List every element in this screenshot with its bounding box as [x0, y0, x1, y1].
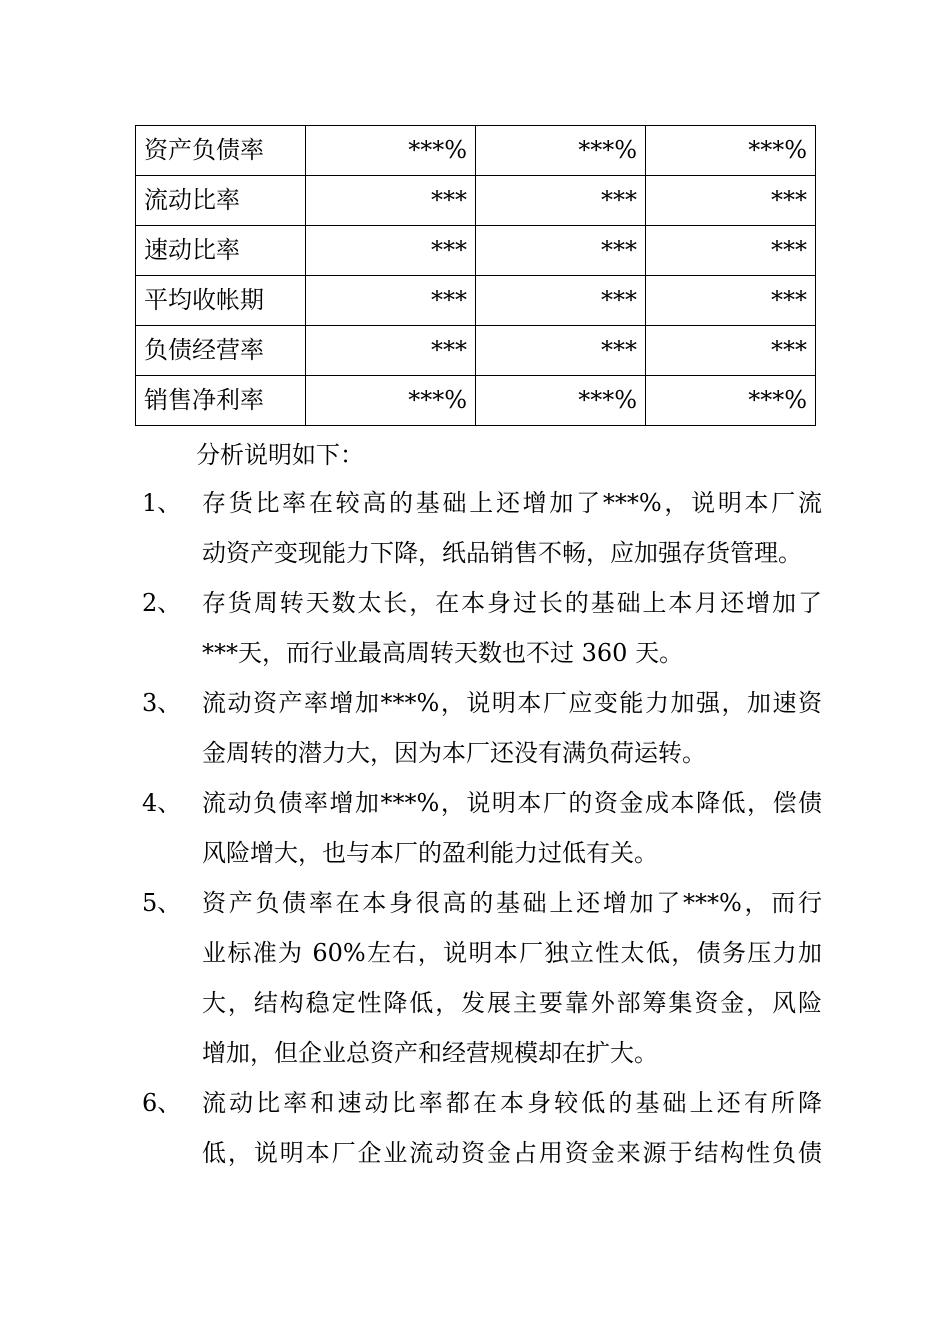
table-cell: ***	[476, 276, 646, 326]
item-line: 增加，但企业总资产和经营规模却在扩大。	[202, 1039, 658, 1067]
row-label: 平均收帐期	[136, 276, 306, 326]
item-line: 低，说明本厂企业流动资金占用资金来源于结构性负债	[202, 1139, 822, 1167]
list-item	[142, 878, 822, 1078]
item-line: 业标准为 60%左右，说明本厂独立性太低，债务压力加	[202, 939, 822, 967]
table-cell: ***	[476, 176, 646, 226]
table-cell: ***%	[646, 126, 816, 176]
financial-ratio-table	[135, 125, 816, 426]
item-line: 金周转的潜力大，因为本厂还没有满负荷运转。	[202, 739, 706, 767]
table-cell: ***	[476, 226, 646, 276]
item-line: ***天，而行业最高周转天数也不过 360 天。	[202, 639, 684, 667]
table-row	[136, 126, 816, 176]
row-label: 负债经营率	[136, 326, 306, 376]
table-cell: ***	[646, 226, 816, 276]
table-cell: ***	[646, 326, 816, 376]
item-line: 动资产变现能力下降，纸品销售不畅，应加强存货管理。	[202, 539, 802, 567]
list-item	[142, 1078, 822, 1178]
row-label: 资产负债率	[136, 126, 306, 176]
analysis-intro: 分析说明如下：	[196, 441, 364, 469]
list-item	[142, 678, 822, 778]
table-row	[136, 226, 816, 276]
item-line: 大，结构稳定性降低，发展主要靠外部筹集资金，风险	[202, 989, 822, 1017]
item-line: 存货周转天数太长，在本身过长的基础上本月还增加了	[202, 589, 822, 617]
item-number: 4、	[142, 789, 182, 817]
item-line: 流动负债率增加***%，说明本厂的资金成本降低，偿债	[202, 789, 822, 817]
table-cell: ***%	[476, 376, 646, 426]
table-cell: ***	[646, 176, 816, 226]
analysis-list	[142, 478, 822, 1178]
list-item	[142, 778, 822, 878]
table-cell: ***	[646, 276, 816, 326]
row-label: 销售净利率	[136, 376, 306, 426]
item-number: 5、	[142, 889, 182, 917]
table-cell: ***	[306, 276, 476, 326]
table-row	[136, 376, 816, 426]
table-cell: ***%	[476, 126, 646, 176]
table-cell: ***	[476, 326, 646, 376]
item-number: 1、	[142, 489, 182, 517]
row-label: 速动比率	[136, 226, 306, 276]
table-row	[136, 276, 816, 326]
table-cell: ***	[306, 226, 476, 276]
item-line: 存货比率在较高的基础上还增加了***%，说明本厂流	[202, 489, 822, 517]
table-cell: ***%	[306, 376, 476, 426]
table-cell: ***%	[306, 126, 476, 176]
list-item	[142, 478, 822, 578]
row-label: 流动比率	[136, 176, 306, 226]
table-row	[136, 326, 816, 376]
item-line: 资产负债率在本身很高的基础上还增加了***%，而行	[202, 889, 822, 917]
item-line: 流动资产率增加***%，说明本厂应变能力加强，加速资	[202, 689, 822, 717]
list-item	[142, 578, 822, 678]
item-number: 6、	[142, 1089, 182, 1117]
table-cell: ***	[306, 176, 476, 226]
item-number: 3、	[142, 689, 182, 717]
table-cell: ***%	[646, 376, 816, 426]
item-line: 风险增大，也与本厂的盈利能力过低有关。	[202, 839, 658, 867]
item-line: 流动比率和速动比率都在本身较低的基础上还有所降	[202, 1089, 822, 1117]
table-cell: ***	[306, 326, 476, 376]
table-row	[136, 176, 816, 226]
item-number: 2、	[142, 589, 182, 617]
